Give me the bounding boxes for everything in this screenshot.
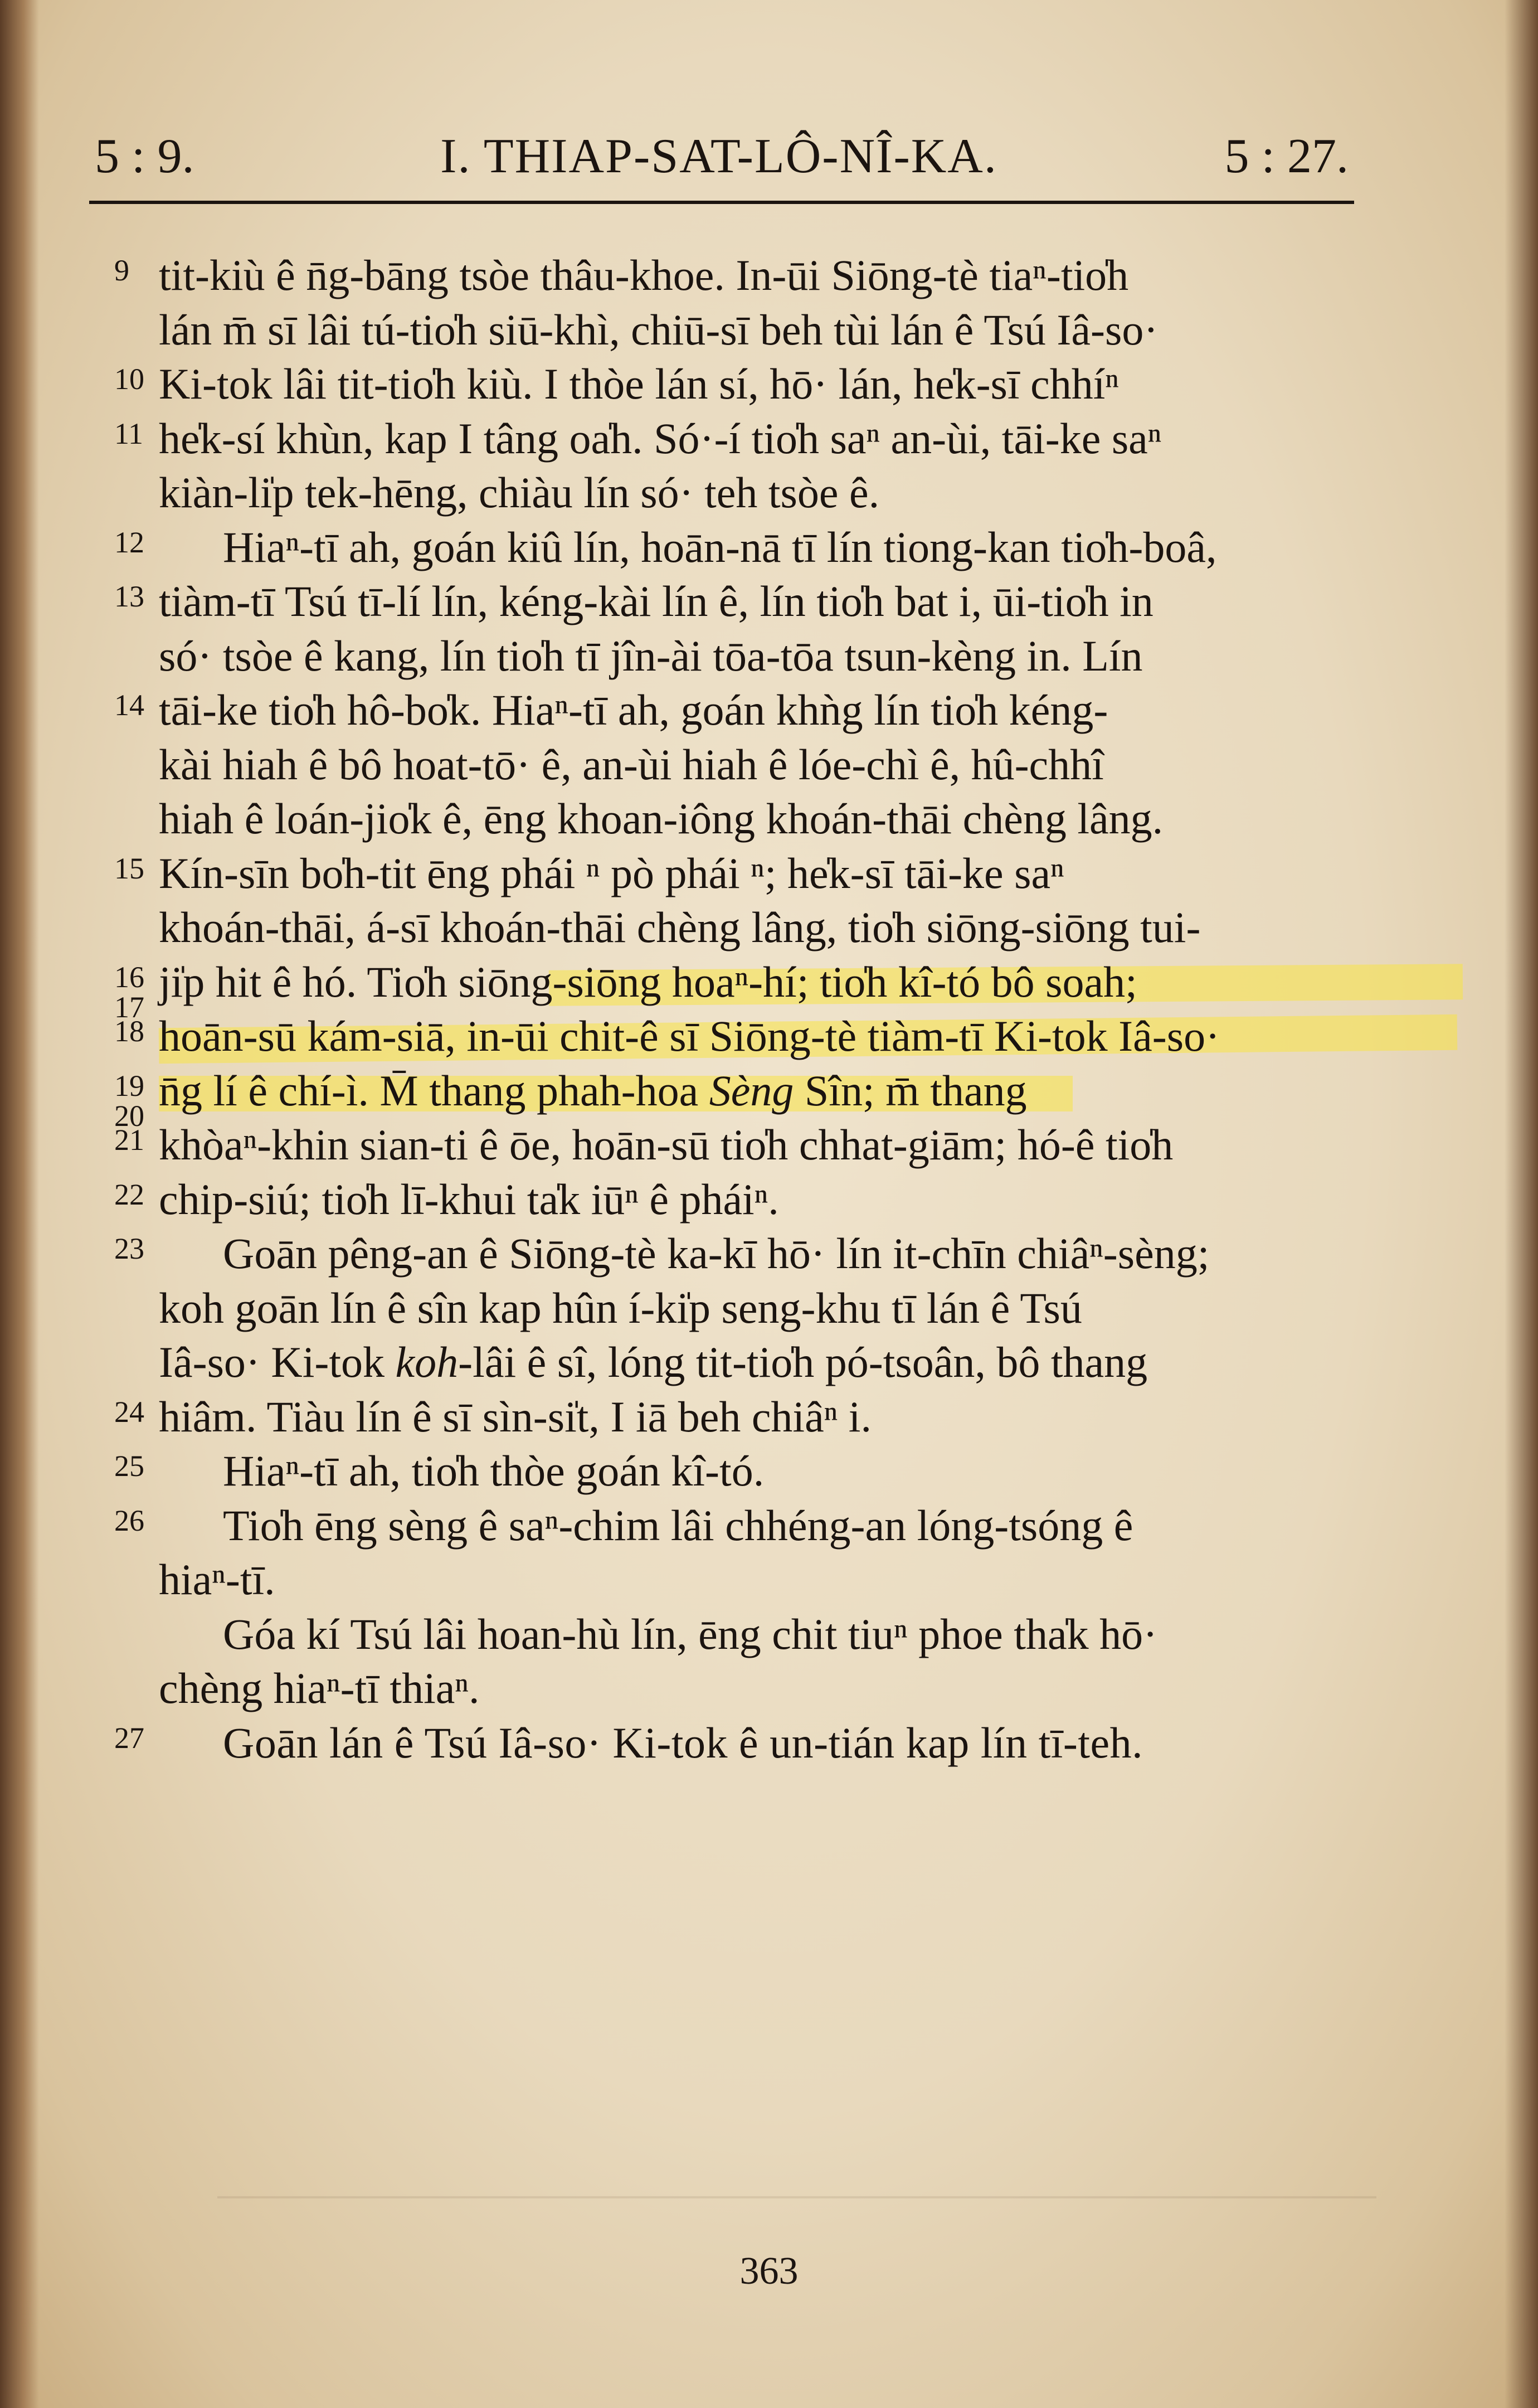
verse-number: 26 (114, 1503, 144, 1537)
verse-number: 15 (114, 851, 144, 885)
text-line (114, 1009, 1357, 1064)
line-text: he̍k-sí khùn, kap I tâng oa̍h. Só·-í tio̍h saⁿ an-ùi, tāi-ke saⁿ (159, 414, 1162, 463)
line-text: hiaⁿ-tī. (159, 1555, 275, 1604)
text-line (114, 1716, 1357, 1770)
line-text: Goān pêng-an ê Siōng-tè ka-kī hō· lín it-chīn chiâⁿ-sèng; (223, 1229, 1210, 1278)
text-line (114, 574, 1357, 629)
line-text: Ki-tok lâi tit-tio̍h kiù. I thòe lán sí, hō· lán, he̍k-sī chhíⁿ (159, 360, 1119, 408)
verse-number-first: 16 (114, 960, 144, 994)
verse-number: 23 (114, 1232, 144, 1265)
text-line (114, 1607, 1357, 1662)
text-line (114, 1498, 1357, 1553)
page-edge-shadow-right (1505, 0, 1538, 2408)
line-text: Kín-sīn bo̍h-tit ēng phái ⁿ pò phái ⁿ; he̍k-sī tāi-ke saⁿ (159, 848, 1064, 897)
header-rule (89, 201, 1354, 204)
text-line (114, 900, 1357, 955)
line-text: Góa kí Tsú lâi hoan-hù lín, ēng chit tiuⁿ phoe tha̍k hō· (223, 1609, 1158, 1658)
text-line (114, 1661, 1357, 1716)
page-number: 363 (739, 2250, 799, 2293)
text-line (114, 1118, 1357, 1172)
verse-number: 24 (114, 1395, 144, 1429)
verse-number: 22 (114, 1177, 144, 1211)
text-line (114, 1064, 1357, 1133)
text-line (114, 465, 1357, 520)
header-chapter-end: 5 : 27. (1224, 129, 1349, 183)
line-text: khòaⁿ-khin sian-ti ê ōe, hoān-sū tio̍h chhat-giām; hó-ê tio̍h (159, 1120, 1174, 1169)
text-line (114, 1444, 1357, 1498)
line-text: Tio̍h ēng sèng ê saⁿ-chim lâi chhéng-an lóng-tsóng ê (223, 1501, 1133, 1550)
verse-number: 14 (114, 688, 144, 722)
line-text: chip-siú; tio̍h lī-khui ta̍k iūⁿ ê pháiⁿ. (159, 1174, 779, 1224)
bleed-through-rule (217, 2196, 1376, 2198)
verse-number (114, 955, 153, 1024)
verse-number: 25 (114, 1449, 144, 1483)
verse-number: 27 (114, 1721, 144, 1755)
italic-word: Sèng (709, 1066, 794, 1115)
text-line (114, 303, 1357, 357)
verse-number (114, 1064, 153, 1133)
text-line (114, 1335, 1357, 1390)
running-header (89, 128, 1349, 195)
verse-number: 12 (114, 525, 144, 559)
verse-number: 13 (114, 580, 144, 613)
line-text: lán m̄ sī lâi tú-tio̍h siū-khì, chiū-sī beh tùi lán ê Tsú Iâ-so· (159, 305, 1159, 354)
line-text: tāi-ke tio̍h hô-bo̍k. Hiaⁿ-tī ah, goán khǹg lín tio̍h kéng- (159, 686, 1108, 734)
verse-number: 18 (114, 1014, 144, 1048)
verse-number-second: 17 (114, 990, 144, 1024)
header-book-title: I. THIAP-SAT-LÔ-NÎ-KA. (440, 129, 997, 183)
line-text: hoān-sū kám-siā, in-ūi chit-ê sī Siōng-tè tiàm-tī Ki-tok Iâ-so· (159, 1012, 1220, 1060)
text-line (114, 1390, 1357, 1444)
line-text: tiàm-tī Tsú tī-lí lín, kéng-kài lín ê, lín tio̍h bat i, ūi-tio̍h in (159, 577, 1154, 625)
line-text: Hiaⁿ-tī ah, tio̍h thòe goán kî-tó. (223, 1446, 765, 1495)
line-text: khoán-thāi, á-sī khoán-thāi chèng lâng, tio̍h siōng-siōng tui- (159, 903, 1201, 951)
line-text: ji̍p hit ê hó. Tio̍h siōng-siōng hoaⁿ-hí; tio̍h kî-tó bô soah; (159, 957, 1137, 1006)
text-line (114, 1552, 1357, 1607)
text-line (114, 737, 1357, 792)
line-text: chèng hiaⁿ-tī thiaⁿ. (159, 1664, 480, 1712)
text-line (114, 520, 1357, 575)
text-line (114, 955, 1357, 1024)
line-text: Hiaⁿ-tī ah, goán kiû lín, hoān-nā tī lín tiong-kan tio̍h-boâ, (223, 522, 1217, 571)
text-line (114, 683, 1357, 737)
verse-number: 11 (114, 416, 143, 450)
line-text: hiah ê loán-jio̍k ê, ēng khoan-iông khoán-thāi chèng lâng. (159, 794, 1164, 843)
page-edge-shadow-left (0, 0, 39, 2408)
text-line (114, 792, 1357, 846)
line-text: kài hiah ê bô hoat-tō· ê, an-ùi hiah ê lóe-chì ê, hû-chhî (159, 740, 1104, 789)
line-text: hiâm. Tiàu lín ê sī sìn-si̍t, I iā beh chiâⁿ i. (159, 1392, 872, 1441)
verse-number: 21 (114, 1123, 144, 1157)
text-line (114, 1281, 1357, 1336)
text-line (114, 1172, 1357, 1227)
verse-number-first: 19 (114, 1069, 144, 1103)
verse-number: 10 (114, 362, 144, 396)
header-chapter-start: 5 : 9. (95, 129, 194, 183)
italic-word: koh- (395, 1338, 473, 1386)
scripture-text (114, 248, 1357, 1770)
line-text: Iâ-so· Ki-tok koh-lâi ê sî, lóng tit-tio̍h pó-tsoân, bô thang (159, 1338, 1148, 1386)
line-text: kiàn-li̍p tek-hēng, chiàu lín só· teh tsòe ê. (159, 468, 880, 517)
verse-number: 9 (114, 254, 129, 287)
verse-number-second: 20 (114, 1099, 144, 1133)
text-line (114, 629, 1357, 683)
text-line (114, 846, 1357, 901)
text-line (114, 248, 1357, 303)
text-line (114, 357, 1357, 411)
line-text: n̄g lí ê chí-ì. M̄ thang phah-hoa Sèng Sîn; m̄ thang (159, 1066, 1027, 1115)
line-text: tit-kiù ê n̄g-bāng tsòe thâu-khoe. In-ūi Siōng-tè tiaⁿ-tio̍h (159, 251, 1129, 299)
line-text: só· tsòe ê kang, lín tio̍h tī jîn-ài tōa-tōa tsun-kèng in. Lín (159, 631, 1143, 680)
line-text: koh goān lín ê sîn kap hûn í-ki̍p seng-khu tī lán ê Tsú (159, 1283, 1082, 1332)
line-text: Goān lán ê Tsú Iâ-so· Ki-tok ê un-tián kap lín tī-teh. (223, 1718, 1143, 1767)
text-line (114, 411, 1357, 466)
text-line (114, 1226, 1357, 1281)
